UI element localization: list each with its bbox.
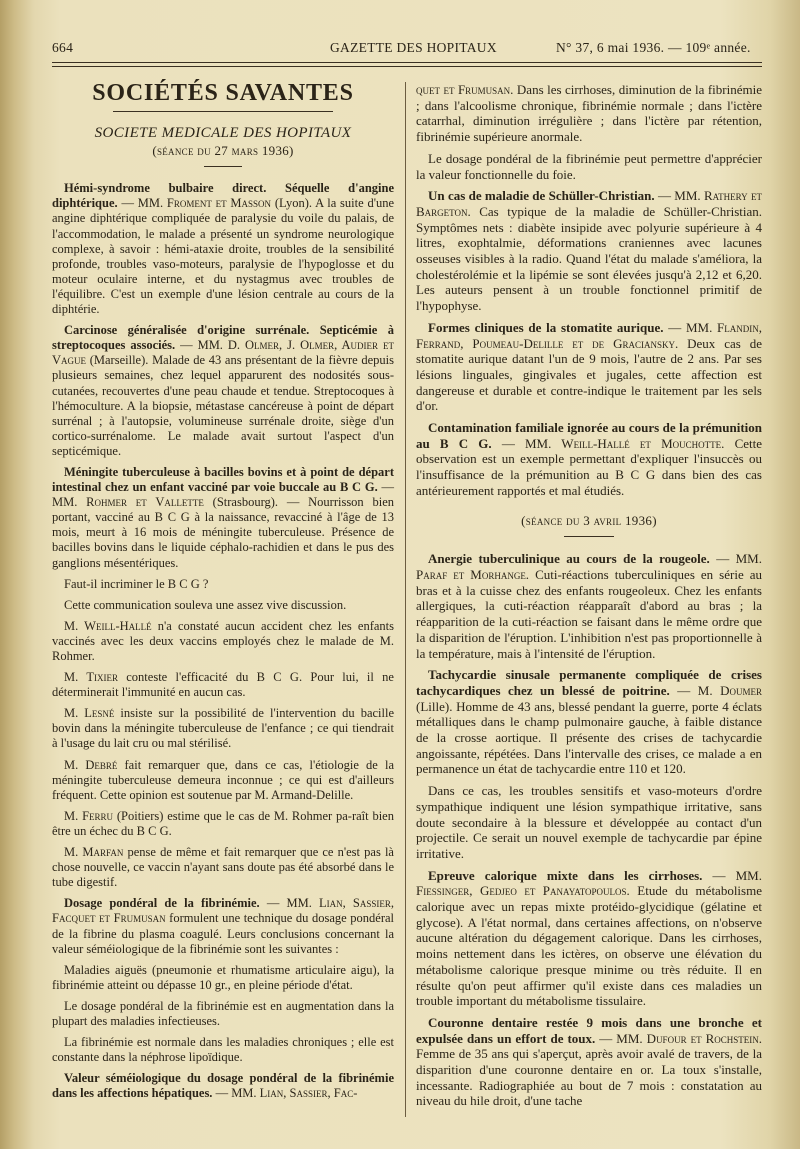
article-title: Dosage pondéral de la fibrinémie. <box>64 896 260 911</box>
article-authors: — MM. Flandin, Ferrand, Poumeau-Delille et de Graciansky. <box>416 319 762 351</box>
article-title: Valeur séméiologique du dosage pondéral de la fibrinémie dans les affections hépatiques. <box>52 1071 394 1101</box>
paragraph-body: insiste sur la possibilité de l'intervention du bacille bovin dans la méningite tuberculeuse de l'enfance ; ce qui tiendrait à l'usage du lait cru ou mal stérilisé. <box>52 706 395 751</box>
article-tachycardie <box>416 667 762 777</box>
paragraph-body: fait remarquer que, dans ce cas, l'étiologie de la méningite tuberculeuse demeura inconnue ; ce qui est d'ailleurs fréquent. Cette opinion est soutenue par M. Armand-Delille. <box>52 757 394 802</box>
paragraph-body: n'a constaté aucun accident chez les enfants vaccinés avec les deux vaccins employés chez le malade de M. Rohmer. <box>52 618 395 663</box>
short-rule <box>204 166 242 167</box>
article-authors: — MM. Lian, Sassier, Fac- <box>215 1086 358 1101</box>
left-column <box>52 82 394 1107</box>
paragraph-body: (Poitiers) estime que le cas de M. Rohmer pa-raît bien être un échec du B C G. <box>52 808 394 838</box>
paragraph-body: pense de même et fait remarquer que ce n'est pas là chose nouvelle, ce vaccin n'ayant sans doute pas été absorbé dans le tube digestif. <box>52 845 394 890</box>
speaker-name: M. Debré <box>64 757 118 772</box>
speaker-name: M. Ferru <box>64 808 114 823</box>
article-title: Formes cliniques de la stomatite aurique. <box>428 319 664 335</box>
paragraph <box>52 619 394 664</box>
article-title: Contamination familiale ignorée au cours de la prémunition au B C G. <box>416 420 762 451</box>
article-authors: quet et Frumusan. <box>416 82 514 97</box>
article-authors: — MM. Rohmer et Vallette <box>52 480 394 510</box>
article-dosage-fibrinemie <box>52 896 394 956</box>
paragraph: La fibrinémie est normale dans les maladies chroniques ; elle est constante dans la néphrose lipoïdique. <box>52 1035 394 1065</box>
issue-date: N° 37, 6 mai 1936. — 109ᵉ année. <box>556 40 751 55</box>
article-title: Un cas de maladie de Schüller-Christian. <box>428 188 655 204</box>
article-authors: — M. Doumer <box>677 682 762 698</box>
article-body: formulent une technique du dosage pondéral de la fibrine du plasma coagulé. Leurs conclusions concernant la valeur séméiologique de la fibrinémie sont les suivantes : <box>52 911 395 956</box>
page-number: 664 <box>52 40 74 55</box>
paragraph <box>52 809 394 839</box>
article-title: Epreuve calorique mixte dans les cirrhoses. <box>428 867 703 883</box>
article-body: Deux cas de stomatite aurique datant l'un de 9 mois, l'autre de 2 ans. Par ses lésions linguales, gingivales et jugales, cette affection est dangereuse et durable et contre-indique le traitement par les sels d'or. <box>416 335 762 414</box>
article-contamination-familiale <box>416 420 762 499</box>
article-title: Méningite tuberculeuse à bacilles bovins et à point de départ intestinal chez un enfant vacciné par voie buccale au B C G. <box>52 464 394 495</box>
article-body: Femme de 35 ans qui s'aperçut, après avoir avalé de travers, de la disparition d'une couronne dentaire en or. La toux s'installe, incessante. Radiographiée au bout de 7 mois : constatation au niveau du hile droit, d'une tache <box>416 1046 762 1109</box>
article-authors: — MM. Lian, Sassier, Facquet et Frumusan <box>52 896 395 926</box>
article-stomatite-aurique <box>416 320 762 414</box>
article-body: (Lyon). A la suite d'une angine diphtérique compliquée de paralysie du voile du palais, de l'accommodation, le malade a présenté un syndrome neurologique complexe, à savoir : hémi-ataxie droite, troubles de la sensibilité profonde, troubles vaso-moteurs, paralysie de l'hypoglosse et du moteur oculaire interne, et du nystagmus avec troubles de l'équilibre. C'est un exemple d'une lésion centrale au cours de la diphtérie. <box>52 196 394 317</box>
article-authors: — MM. Paraf et Morhange. <box>416 551 762 582</box>
article-anergie <box>416 551 762 661</box>
article-carcinose <box>52 323 394 459</box>
article-title: Couronne dentaire restée 9 mois dans une bronche et expulsée dans un effort de toux. <box>416 1014 762 1046</box>
paragraph <box>52 758 394 803</box>
article-title: Hémi-syndrome bulbaire direct. Séquelle d'angine diphtérique. <box>52 181 394 211</box>
short-rule <box>564 536 614 537</box>
article-couronne-dentaire <box>416 1015 762 1109</box>
article-title: Anergie tuberculinique au cours de la rougeole. <box>428 551 710 567</box>
article-continuation <box>416 82 762 145</box>
paragraph <box>52 670 394 700</box>
paragraph: Le dosage pondéral de la fibrinémie est en augmentation dans la plupart des maladies infectieuses. <box>52 998 394 1028</box>
paragraph: Maladies aiguës (pneumonie et rhumatisme articulaire aigu), la fibrinémie atteint ou dépasse 10 gr., en pleine période d'état. <box>52 962 394 992</box>
paragraph <box>52 845 394 890</box>
article-title: Carcinose généralisée d'origine surrénale. Septicémie à streptocoques associés. <box>52 323 394 353</box>
article-body: (Marseille). Malade de 43 ans présentant de la fièvre depuis plusieurs semaines, chez lequel apparurent des nodosités sous-cutanées, recouvertes d'une peau chaude et tendue. Streptocoques à l'hémoculture. A la biopsie, métastase cancéreuse à point de départ surrénal ; à l'autopsie, volumineuse surrénale droite, siège d'un cortico-surrénalome. Le malade avait surtout l'aspect d'un septicémique. <box>52 353 394 458</box>
article-authors: — MM. Fiessinger, Gedjeo et Panayatopoulos. <box>416 867 762 899</box>
article-body: Dans les cirrhoses, diminution de la fibrinémie ; dans l'alcoolisme chronique, fibrinémie normale ; dans l'ictère catarrhal, diminution irrégulière ; dans l'ictère par rétention, fibrinémie supérieure anormale. <box>416 82 762 145</box>
paragraph: Faut-il incriminer le B C G ? <box>64 576 209 591</box>
article-body: Cas typique de la maladie de Schüller-Christian. Symptômes nets : diabète insipide avec polyurie supérieure à 4 litres, exophtalmie, déformations craniennes avec lacunes osseuses visibles à la radio. Quand l'état du malade s'améliora, la cholestérolémie et la lipémie se sont élevées jusqu'à 2,12 et 6,20. Les auteurs pensent à un trouble fonctionnel primitif de l'hypophyse. <box>416 203 762 314</box>
article-body: Cuti-réactions tuberculiniques en série au bras et à la cuisse chez des enfants rougeoleux. Chez les enfants allergiques, la cuti-réaction réapparaît d'abord au bras ; la réapparition de la cuti-réaction se faisant dans le même ordre que la disparition de l'éruption. L'inhibition n'est pas proportionnelle à la température, mais à l'intensité de l'éruption. <box>416 566 762 661</box>
article-authors: — MM. Weill-Hallé et Mouchotte. <box>501 435 725 451</box>
article-hemi-syndrome <box>52 181 394 317</box>
article-authors: — MM. Rathery et Bargeton. <box>416 188 762 219</box>
seance-date: (séance du 3 avril 1936) <box>521 512 657 528</box>
section-rule <box>113 111 333 112</box>
article-epreuve-calorique <box>416 868 762 1009</box>
speaker-name: M. Lesné <box>64 706 115 721</box>
seance-date: (séance du 27 mars 1936) <box>152 143 294 159</box>
speaker-name: M. Weill-Hallé <box>64 618 152 633</box>
article-body: (Lille). Homme de 43 ans, blessé pendant la guerre, porte 4 éclats métalliques dans le champ pulmonaire gauche, à faible distance de la crosse aortique. Il présente des crises de tachycardie angoissante, répétées. Dans l'intervalle des crises, ce malade a en permanence un état de tachycardie entre 110 et 120. <box>416 698 762 777</box>
paragraph: Cette communication souleva une assez vive discussion. <box>64 597 347 612</box>
article-authors: — MM. Froment et Masson <box>121 196 272 211</box>
article-valeur-semeiologique <box>52 1071 394 1101</box>
paragraph <box>52 706 394 751</box>
speaker-name: M. Marfan <box>64 845 124 860</box>
paragraph: Dans ce cas, les troubles sensitifs et vaso-moteurs d'ordre sympathique indiquent une lésion sympathique irritative, sans doute secondaire à la blessure et développée au contact d'un projectile. Ce serait un nouvel exemple de tachycardie par épine irritative. <box>416 783 762 861</box>
article-title: Tachycardie sinusale permanente compliquée de crises tachycardiques chez un blessé de poitrine. <box>416 667 762 698</box>
journal-title: GAZETTE DES HOPITAUX <box>330 40 497 55</box>
header-rule-top <box>52 62 762 63</box>
article-meningite <box>52 465 394 571</box>
society-title: SOCIETE MEDICALE DES HOPITAUX <box>94 125 352 142</box>
article-authors: — MM. Dufour et Rochstein. <box>599 1030 762 1046</box>
article-body: Etude du métabolisme calorique avec un repas mixte protéido-glycidique (gélatine et glycose). A l'état normal, dans certaines affections, on n'observe aucune altération du dégagement calorique. Dans les cirrhoses, moins nettement dans les ictères, on observe une élévation du métabolisme calorique presque minime ou très réduite. Il en résulte qu'on peut affirmer qu'il existe dans ces maladies un trouble important du métabolisme tissulaire. <box>416 883 762 1009</box>
speaker-name: M. Tixier <box>64 670 118 685</box>
article-body: Cette observation est un exemple permettant d'expliquer l'insuccès ou l'insuffisance de la prémunition au B C G dans bien des cas antérieurement rapportés et mal étudiés. <box>416 435 763 498</box>
section-title: SOCIÉTÉS SAVANTES <box>92 80 354 106</box>
header-rule-bottom <box>52 66 762 67</box>
column-divider <box>405 82 406 1117</box>
article-schuller-christian <box>416 188 762 314</box>
paragraph-body: conteste l'efficacité du B C G. Pour lui, il ne déterminerait l'immunité en aucun cas. <box>52 670 394 700</box>
right-column <box>416 82 762 1115</box>
article-body: (Strasbourg). — Nourrisson bien portant, vacciné au B C G à la naissance, revacciné à l'âge de 13 mois, meurt à 16 mois de méningite tuberculeuse. Présence de bacilles bovins dans le liquide céphalo-rachidien et dans le pus des ganglions mésentériques. <box>52 495 394 570</box>
article-authors: — MM. D. Olmer, J. Olmer, Audier et Vague <box>52 338 394 368</box>
paragraph: Le dosage pondéral de la fibrinémie peut permettre d'apprécier la valeur fonctionnelle du foie. <box>416 150 762 182</box>
